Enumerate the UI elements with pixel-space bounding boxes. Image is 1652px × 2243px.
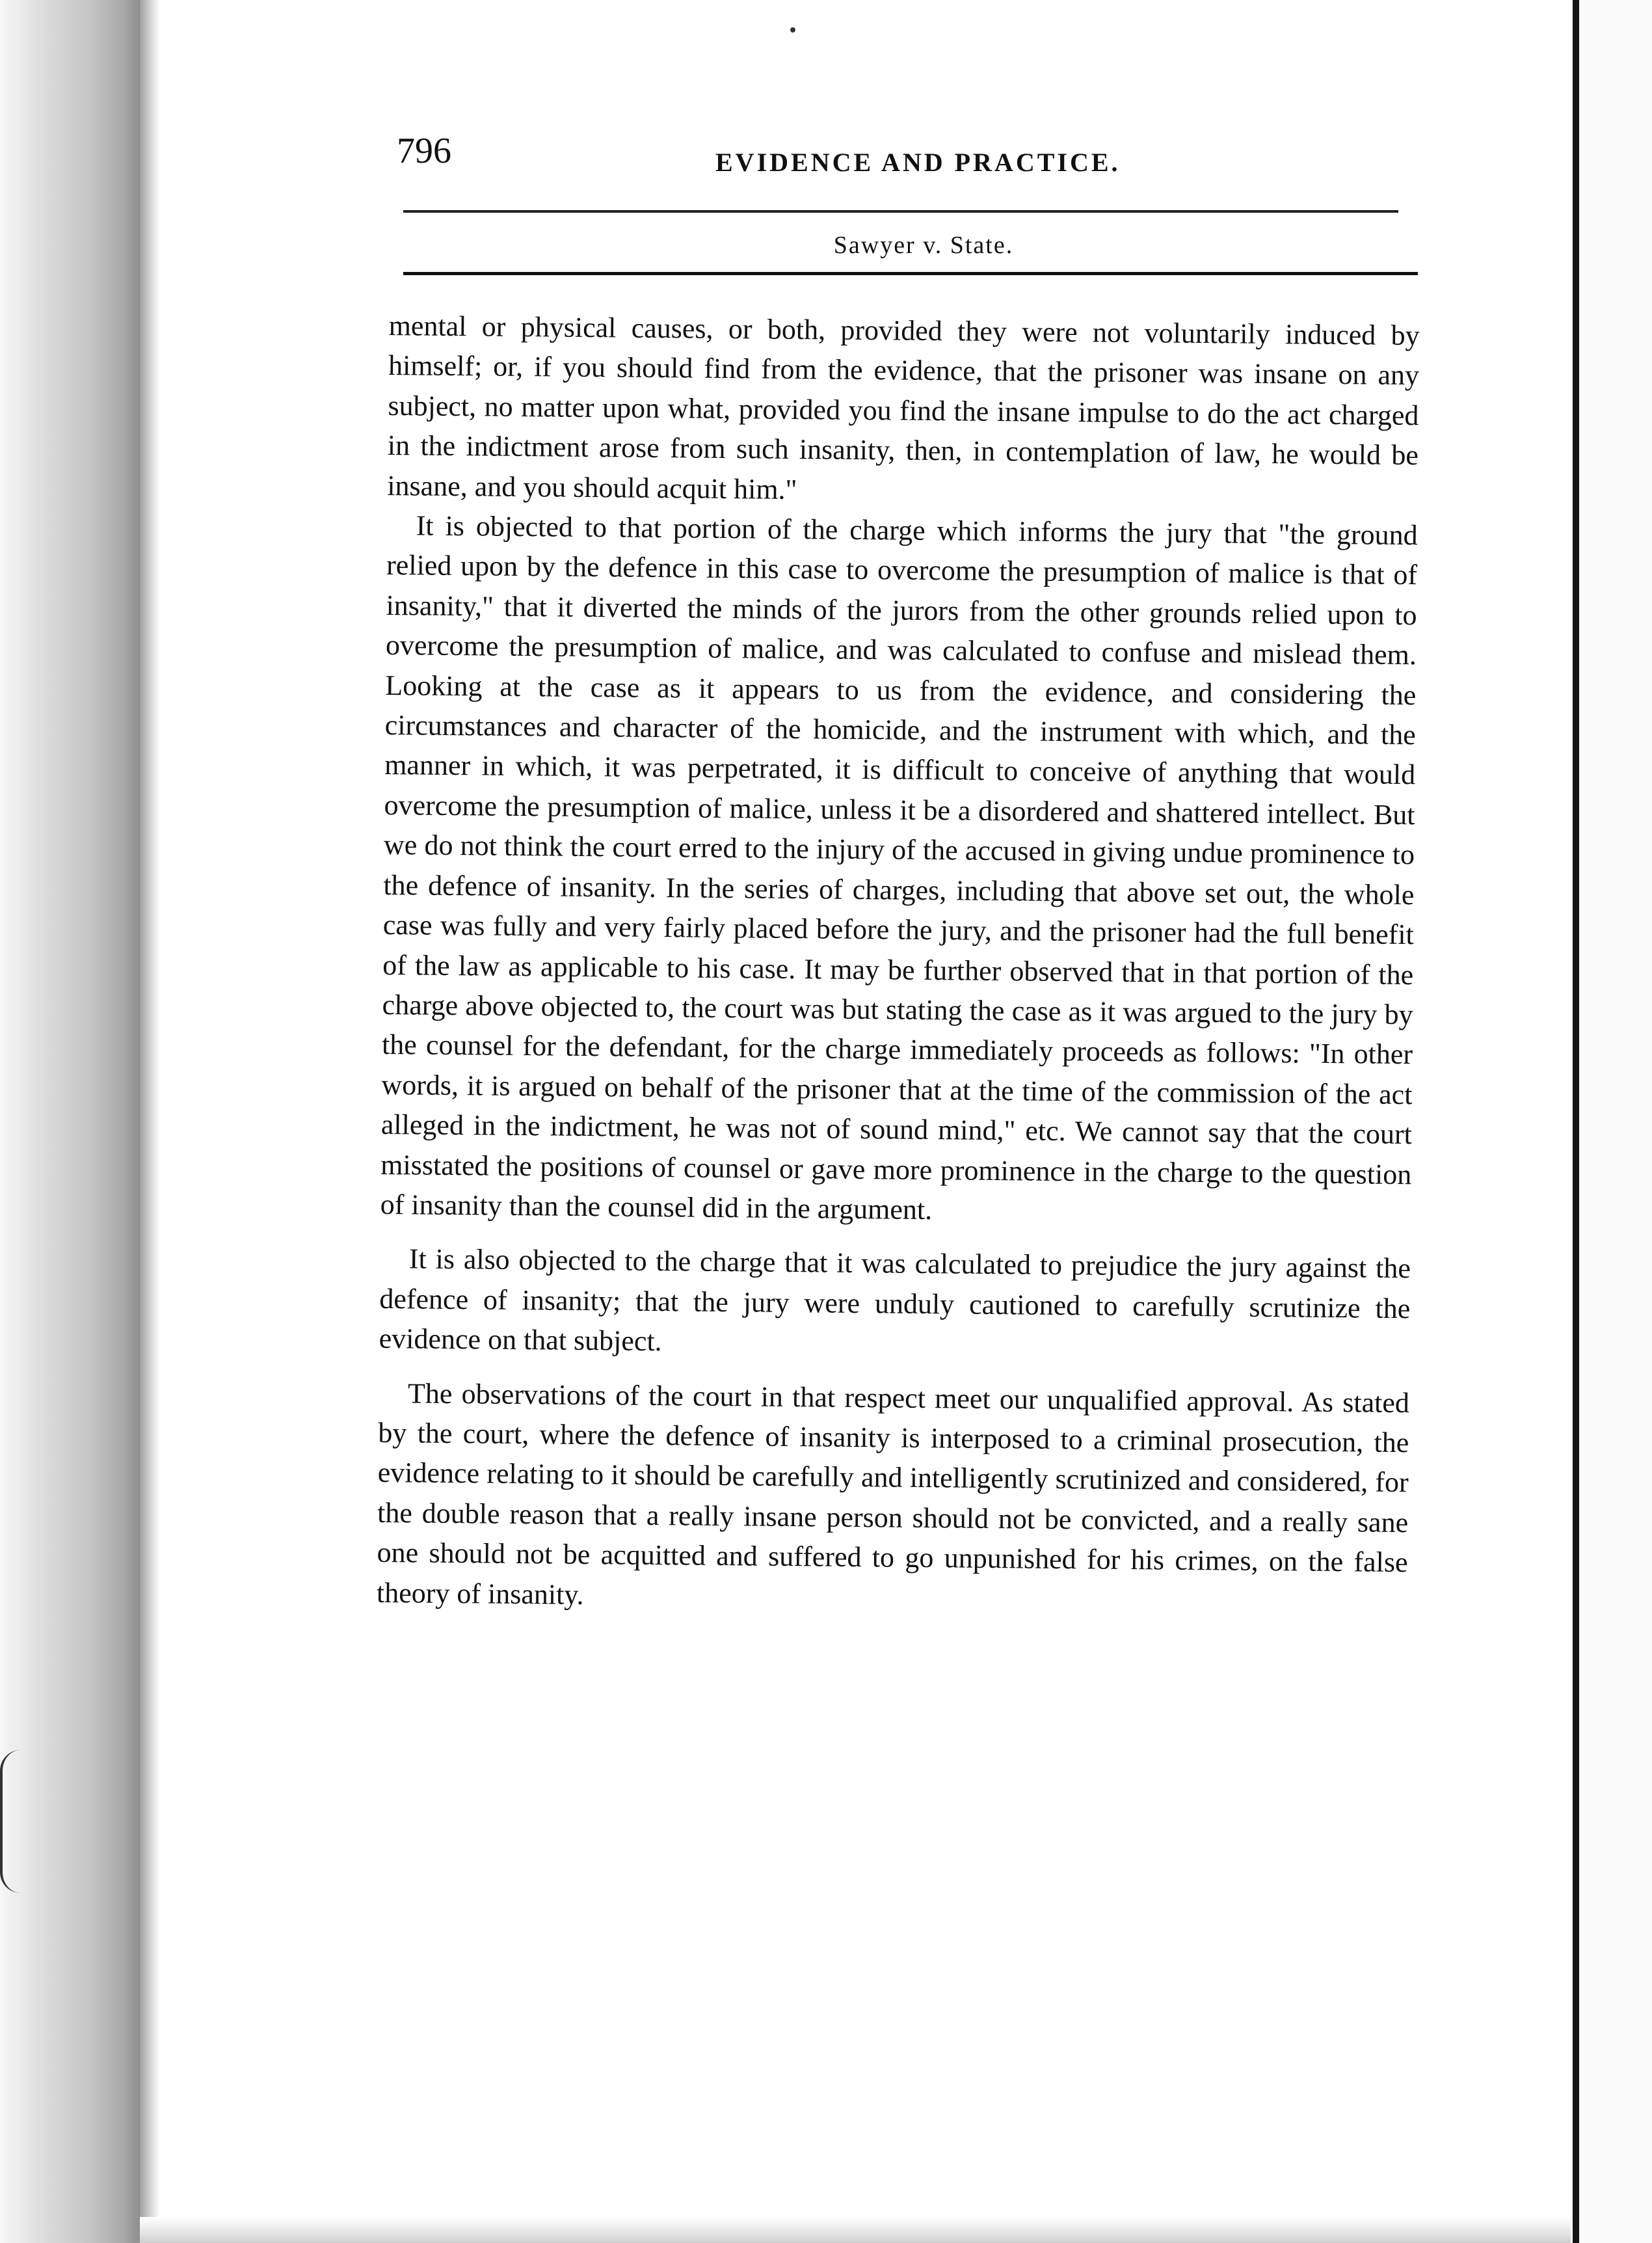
paragraph-objection-prejudice: It is also objected to the charge that it was calculated to prejudice the jury against the defence of insanity; that the jury were unduly cautioned to carefully scrutinize the evidence on that subject.	[379, 1242, 1411, 1358]
page-gutter-shadow	[140, 0, 159, 2243]
paragraph-court-observations: The observations of the court in that respect meet our unqualified approval. As stated by the court, where the defence of insanity is interposed to a criminal prosecution, the evidence relating to it should be carefully and intelligently scrutinized and considered, for the double reason that a really insane person should not be convicted, and a really sane one should not be acquitted and suffered to go unpunished for his crimes, on the false theory of insanity.	[376, 1377, 1410, 1611]
header-rule-bottom	[403, 272, 1418, 275]
page-header	[397, 130, 1450, 189]
scan-right-margin	[1579, 0, 1652, 2243]
scan-bottom-edge	[140, 2217, 1571, 2243]
ink-speck	[790, 27, 795, 33]
margin-bracket-mark	[0, 1750, 21, 1893]
header-rule-top	[403, 210, 1398, 213]
case-caption: Sawyer v. State.	[833, 232, 1014, 259]
paragraph-objection-charge: It is objected to that portion of the charge which informs the jury that "the ground relied upon by the defence in this case to overcome the presumption of malice is that of insanity," that it diverted the minds of the jurors from the other grounds relied upon to overcome the presumption of malice, and was calculated to confuse and mislead them. Looking at the case as it appears to us from the evidence, and considering the circumstances and character of the homicide, and the instrument with which, and the manner in which, it was perpetrated, it is difficult to conceive of anything that would overcome the presumption of malice, unless it be a disordered and shattered intellect. But we do not think the court erred to the injury of the accused in giving undue prominence to the defence of insanity. In the series of charges, including that above set out, the whole case was fully and very fairly placed before the jury, and the prisoner had the full benefit of the law as applicable to his case. It may be further observed that in that portion of the charge above objected to, the court was but stating the case as it was argued to the jury by the counsel for the defendant, for the charge immediately proceeds as follows: "In other words, it is argued on behalf of the prisoner that at the time of the commission of the act alleged in the indictment, he was not of sound mind," etc. We cannot say that the court misstated the positions of counsel or gave more prominence in the charge to the question of insanity than the counsel did in the argument.	[380, 509, 1418, 1226]
body-text	[377, 306, 1420, 1622]
scan-page-edge	[0, 0, 140, 2243]
running-title: EVIDENCE AND PRACTICE.	[715, 148, 1121, 177]
page-number: 796	[397, 131, 451, 171]
paragraph-continuation: mental or physical causes, or both, provided they were not voluntarily induced by himself; or, if you should find from the evidence, that the prisoner was insane on any subject, no matter upon what, provided you find the insane impulse to do the act charged in the indictment arose from such insanity, then, in contemplation of law, he would be insane, and you should acquit him."	[387, 309, 1420, 505]
scan-right-border	[1573, 0, 1579, 2243]
